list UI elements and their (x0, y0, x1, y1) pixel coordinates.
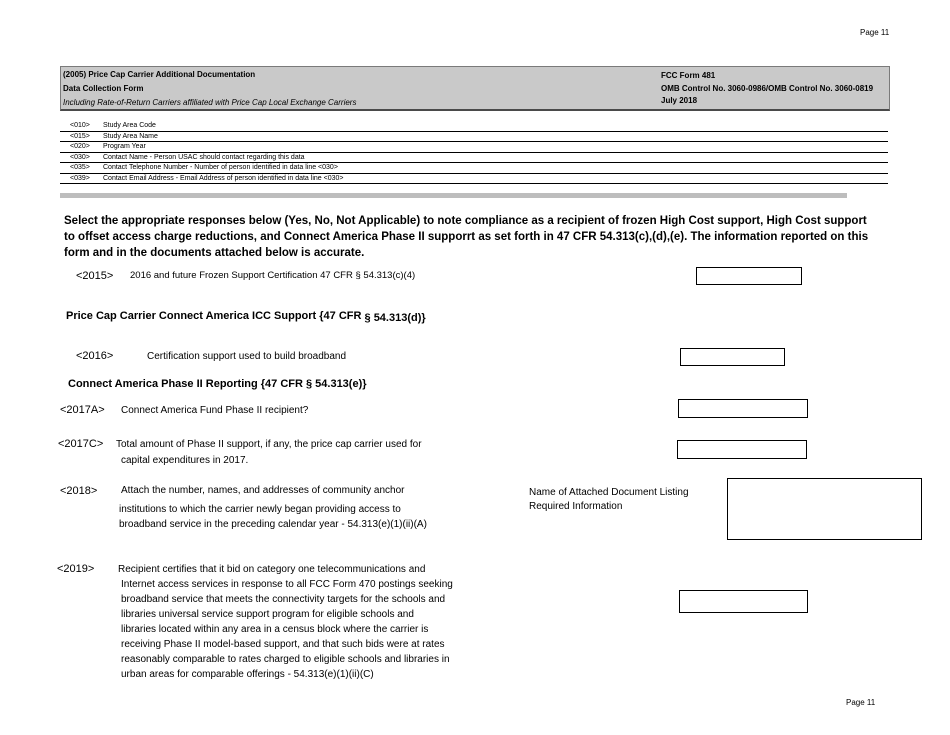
table-row (60, 132, 888, 143)
response-2015-input[interactable] (696, 267, 802, 285)
question-2019-line: broadband service that meets the connectivity targets for the schools and (121, 594, 446, 605)
question-2018-line3: broadband service in the preceding calendar year - 54.313(e)(1)(ii)(A) (119, 519, 427, 530)
instructions: Select the appropriate responses below (Yes, No, Not Applicable) to note compliance as a recipient of frozen High Cost support, High Cost support to offset access charge reductions, and Connect America Phase II supporrt as set forth in 47 CFR 54.313(c),(d),(e). The information reported on this form and in the documents attached below is accurate. (64, 215, 869, 259)
response-2016-input[interactable] (680, 348, 785, 366)
divider-bar (60, 193, 847, 198)
line-code-2016: <2016> (76, 350, 114, 362)
question-2018-line2: institutions to which the carrier newly began providing access to (119, 504, 401, 515)
question-2019-line: libraries located within any area in a census block where the carrier is (121, 624, 429, 635)
response-2017c-input[interactable] (677, 440, 807, 459)
form-header (60, 66, 890, 111)
question-2019-line: Internet access services in response to all FCC Form 470 postings seeking (121, 579, 453, 590)
data-line-code: <015> (70, 132, 90, 140)
data-line-code: <039> (70, 174, 90, 182)
form-number: FCC Form 481 (661, 71, 716, 80)
question-2017c-line2: capital expenditures in 2017. (121, 455, 249, 466)
table-row (60, 163, 888, 174)
form-date: July 2018 (661, 96, 698, 105)
attachment-name-input[interactable] (727, 478, 922, 540)
data-line-desc: Contact Email Address - Email Address of person identified in data line <030> (103, 174, 344, 182)
question-2019-line: receiving Phase II model-based support, and that such bids were at rates (121, 639, 445, 650)
header-title: (2005) Price Cap Carrier Additional Documentation (63, 70, 256, 79)
question-2016: Certification support used to build broadband (147, 351, 347, 362)
line-code-2015: <2015> (76, 270, 114, 282)
question-2017a: Connect America Fund Phase II recipient? (121, 405, 309, 416)
section-title-icc-part1: Price Cap Carrier Connect America ICC Support {47 CFR (66, 310, 365, 322)
data-line-desc: Study Area Code (103, 122, 156, 129)
table-row (60, 174, 888, 185)
data-line-desc: Study Area Name (103, 132, 158, 140)
attachment-label-line1: Name of Attached Document Listing (529, 487, 689, 498)
omb-control: OMB Control No. 3060-0986/OMB Control No. 3060-0819 (661, 84, 874, 93)
question-2019-line: Recipient certifies that it bid on category one telecommunications and (118, 564, 426, 575)
attachment-label-line2: Required Information (529, 501, 623, 512)
data-line-desc: Contact Telephone Number - Number of person identified in data line <030> (103, 164, 338, 171)
response-2017a-input[interactable] (678, 399, 808, 418)
table-row (60, 121, 888, 132)
data-line-code: <020> (70, 143, 90, 150)
table-row (60, 153, 888, 164)
question-2019-line: libraries universal service support program for eligible schools and (121, 609, 414, 620)
data-line-code: <035> (70, 164, 90, 171)
section-title-icc (66, 310, 426, 322)
line-code-2017a: <2017A> (60, 404, 105, 416)
question-2019-line: urban areas for comparable offerings - 54.313(e)(1)(ii)(C) (121, 669, 374, 680)
data-line-desc: Contact Name - Person USAC should contact regarding this data (103, 153, 305, 161)
response-2019-input[interactable] (679, 590, 808, 613)
header-note: Including Rate-of-Return Carriers affiliated with Price Cap Local Exchange Carriers (63, 98, 357, 107)
page-number-bottom: Page 11 (846, 698, 876, 707)
table-row (60, 142, 888, 153)
question-2015: 2016 and future Frozen Support Certification 47 CFR § 54.313(c)(4) (130, 270, 416, 281)
header-subtitle: Data Collection Form (63, 84, 144, 93)
data-line-code: <010> (70, 122, 90, 129)
data-line-desc: Program Year (103, 143, 146, 150)
line-code-2019: <2019> (57, 563, 95, 575)
question-2018-line1: Attach the number, names, and addresses of community anchor (121, 485, 405, 496)
question-2019-line: reasonably comparable to rates charged to eligible schools and libraries in (121, 654, 450, 665)
line-code-2017c: <2017C> (58, 438, 104, 450)
section-title-icc-part2: § 54.313(d)} (364, 312, 426, 324)
data-line-code: <030> (70, 153, 90, 161)
line-code-2018: <2018> (60, 485, 98, 497)
question-2017c-line1: Total amount of Phase II support, if any, the price cap carrier used for (116, 439, 422, 450)
section-title-phase2: Connect America Phase II Reporting {47 CFR § 54.313(e)} (68, 378, 367, 390)
data-lines-table (60, 121, 888, 184)
page-number-top: Page 11 (860, 28, 890, 37)
